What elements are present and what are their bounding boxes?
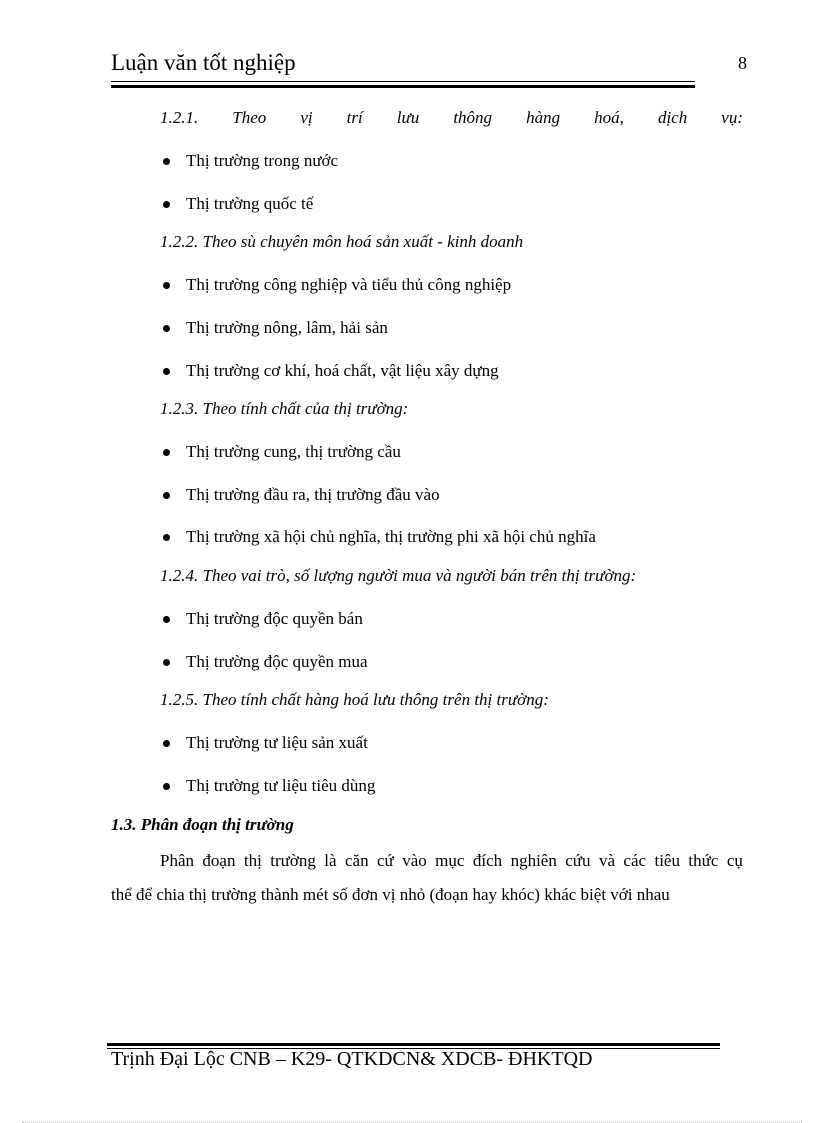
list-item-text: Thị trường độc quyền bán	[186, 609, 363, 628]
subheading-1-2-3: 1.2.3. Theo tính chất của thị trường:	[160, 399, 409, 418]
list-item	[163, 776, 375, 796]
list-item	[163, 361, 499, 381]
paragraph-word: thức	[688, 851, 719, 870]
bullet-icon	[163, 201, 170, 208]
paragraph-word: trường	[270, 851, 316, 870]
subheading-word: dịch	[657, 108, 688, 127]
subheading-word: 1.2.1.	[160, 108, 199, 127]
paragraph-word: Phân	[160, 851, 194, 870]
subheading-1-2-5: 1.2.5. Theo tính chất hàng hoá lưu thông trên thị trường:	[160, 690, 549, 709]
paragraph-word: cụ	[726, 851, 743, 870]
paragraph-word: đích	[472, 851, 503, 870]
list-item	[163, 194, 313, 214]
paragraph-word: cứ	[377, 851, 394, 870]
list-item	[163, 527, 596, 547]
subheading-1-2-1	[160, 108, 743, 128]
paragraph-word: mục	[435, 851, 465, 870]
paragraph-word: vào	[402, 851, 427, 870]
list-item-text: Thị trường cơ khí, hoá chất, vật liệu xây dựng	[186, 361, 499, 380]
list-item	[163, 151, 338, 171]
list-item-text: Thị trường xã hội chủ nghĩa, thị trường phi xã hội chủ nghĩa	[186, 527, 596, 546]
paragraph-word: là	[324, 851, 337, 870]
paragraph-word: đoạn	[202, 851, 236, 870]
list-item-text: Thị trường nông, lâm, hải sản	[186, 318, 388, 337]
list-item-text: Thị trường trong nước	[186, 151, 339, 170]
list-item	[163, 733, 368, 753]
bullet-icon	[163, 492, 170, 499]
list-item	[163, 609, 363, 629]
paragraph-word: nghiên	[510, 851, 557, 870]
footer-text: Trịnh Đại Lộc CNB – K29- QTKDCN& XDCB- ĐHKTQD	[111, 1048, 593, 1070]
bullet-icon	[163, 740, 170, 747]
bullet-icon	[163, 534, 170, 541]
bullet-icon	[163, 368, 170, 375]
subheading-word: hoá,	[594, 108, 624, 127]
paragraph-word: tiêu	[654, 851, 680, 870]
header-rule-thick	[111, 85, 695, 88]
footer-rule-thick	[107, 1043, 720, 1046]
page-number: 8	[738, 53, 747, 73]
list-item	[163, 442, 401, 462]
list-item-text: Thị trường độc quyền mua	[186, 652, 368, 671]
list-item-text: Thị trường cung, thị trường cầu	[186, 442, 401, 461]
subheading-word: hàng	[526, 108, 561, 127]
subheading-word: vụ:	[721, 108, 743, 127]
section-heading-1-3: 1.3. Phân đoạn thị trường	[111, 815, 294, 834]
paragraph-word: thị	[243, 851, 262, 870]
bullet-icon	[163, 325, 170, 332]
header-title: Luận văn tốt nghiệp	[111, 50, 296, 75]
bullet-icon	[163, 449, 170, 456]
paragraph-line-2: thể để chia thị trường thành mét số đơn vị nhỏ (đoạn hay khóc) khác biệt với nhau	[111, 885, 670, 904]
bullet-icon	[163, 282, 170, 289]
paragraph-word: và	[598, 851, 615, 870]
list-item	[163, 652, 368, 672]
subheading-1-2-4: 1.2.4. Theo vai trò, số lượng người mua và người bán trên thị trường:	[160, 566, 637, 585]
list-item-text: Thị trường đầu ra, thị trường đầu vào	[186, 485, 440, 504]
list-item-text: Thị trường công nghiệp và tiểu thủ công nghiệp	[186, 275, 512, 294]
bullet-icon	[163, 659, 170, 666]
paragraph-line-1	[160, 851, 743, 871]
paragraph-word: căn	[344, 851, 369, 870]
subheading-word: lưu	[396, 108, 420, 127]
bullet-icon	[163, 783, 170, 790]
list-item	[163, 275, 511, 295]
list-item	[163, 485, 440, 505]
subheading-word: vị	[300, 108, 313, 127]
bullet-icon	[163, 158, 170, 165]
list-item-text: Thị trường tư liệu tiêu dùng	[186, 776, 376, 795]
list-item-text: Thị trường tư liệu sản xuất	[186, 733, 368, 752]
subheading-word: trí	[346, 108, 363, 127]
bullet-icon	[163, 616, 170, 623]
header-rule-thin	[111, 81, 695, 82]
list-item-text: Thị trường quốc tế	[186, 194, 314, 213]
subheading-word: Theo	[232, 108, 267, 127]
paragraph-word: cứu	[565, 851, 591, 870]
paragraph-word: các	[623, 851, 647, 870]
subheading-1-2-2: 1.2.2. Theo sù chuyên môn hoá sản xuất - kinh doanh	[160, 232, 524, 251]
list-item	[163, 318, 388, 338]
subheading-word: thông	[453, 108, 493, 127]
